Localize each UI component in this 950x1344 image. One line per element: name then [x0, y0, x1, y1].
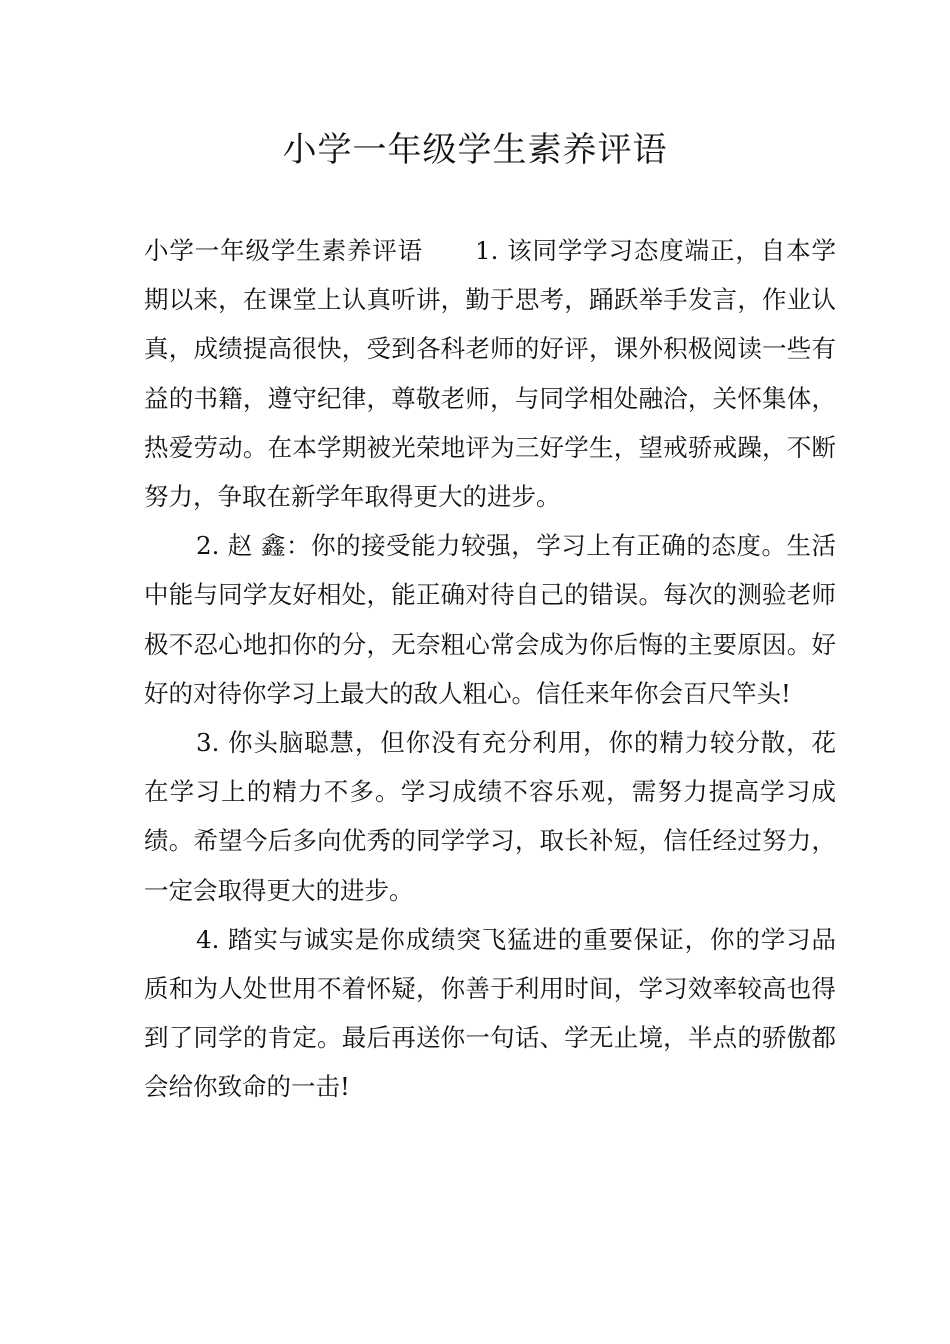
paragraph-3: 3. 你头脑聪慧，但你没有充分利用，你的精力较分散，花在学习上的精力不多。学习成绩不容乐观，需努力提高学习成绩。希望今后多向优秀的同学学习，取长补短，信任经过努力，一定会取得更大的进步。: [144, 728, 836, 905]
page-title: 小学一年级学生素养评语: [282, 130, 668, 170]
intro-label: 小学一年级学生素养评语: [144, 236, 424, 265]
paragraph-2: 2. 赵 鑫：你的接受能力较强，学习上有正确的态度。生活中能与同学友好相处，能正确对待自己的错误。每次的测验老师极不忍心地扣你的分，无奈粗心常会成为你后悔的主要原因。好好的对待你学习上最大的敌人粗心。信任来年你会百尺竿头!: [144, 531, 836, 708]
paragraph-1: [144, 226, 836, 521]
document-body: [144, 226, 836, 1112]
paragraph-4: 4. 踏实与诚实是你成绩突飞猛进的重要保证，你的学习品质和为人处世用不着怀疑，你善于利用时间，学习效率较高也得到了同学的肯定。最后再送你一句话、学无止境，半点的骄傲都会给你致命的一击!: [144, 924, 836, 1102]
paragraph-1-text: 1. 该同学学习态度端正，自本学期以来，在课堂上认真听讲，勤于思考，踊跃举手发言，作业认真，成绩提高很快，受到各科老师的好评，课外积极阅读一些有益的书籍，遵守纪律，尊敬老师，与同学相处融洽，关怀集体，热爱劳动。在本学期被光荣地评为三好学生，望戒骄戒躁，不断努力，争取在新学年取得更大的进步。: [144, 236, 836, 512]
